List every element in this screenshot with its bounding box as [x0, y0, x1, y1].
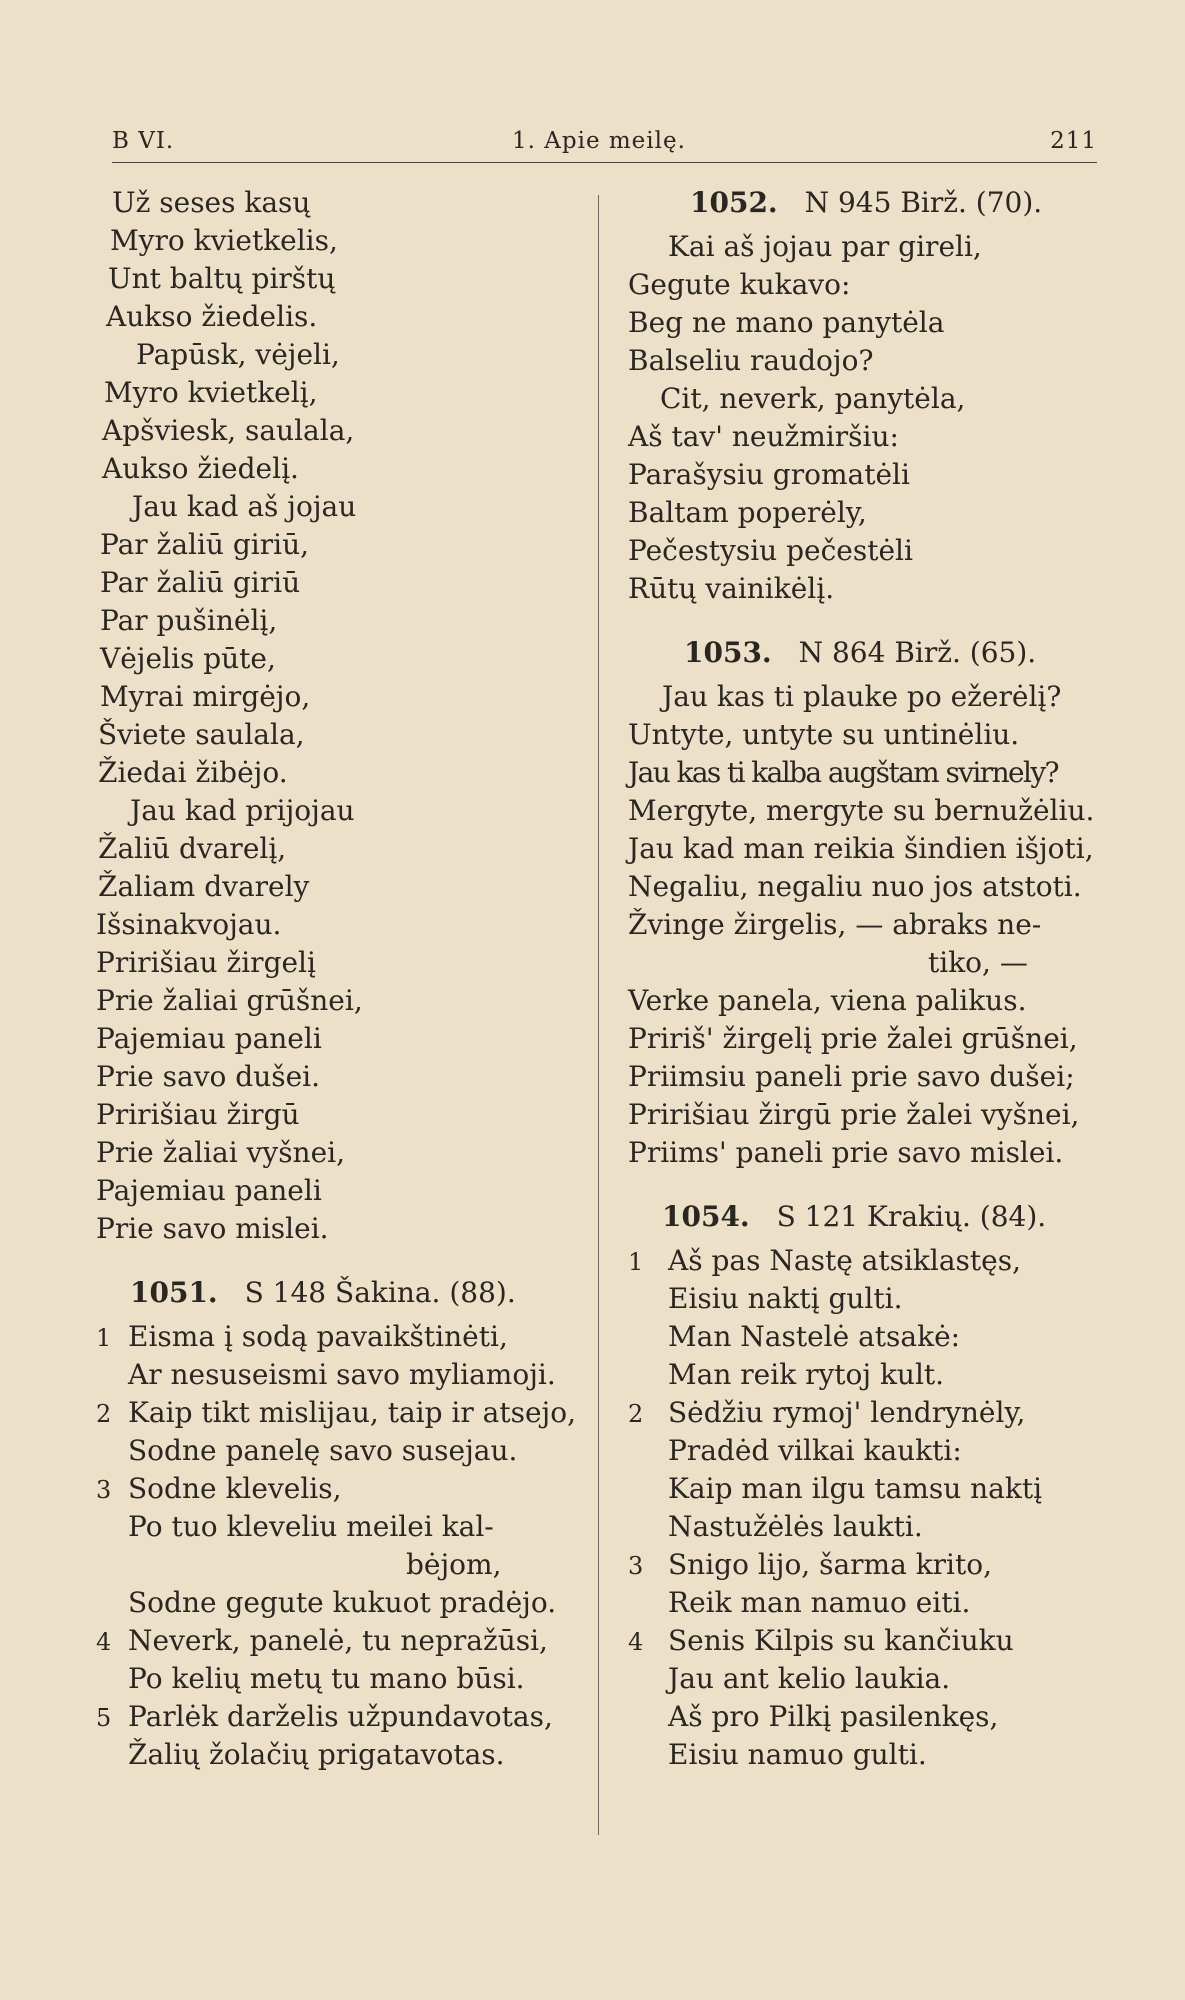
verse-line: Pajemiau paneli [96, 1174, 322, 1207]
page-number: 211 [1050, 128, 1097, 154]
verse-line: Prie savo dušei. [96, 1060, 321, 1093]
verse-line: Cit, neverk, panytėla, [660, 382, 966, 415]
verse-line [96, 1318, 566, 1356]
verse-text: Senis Kilpis su kančiuku [668, 1624, 1014, 1657]
verse-number: 4 [96, 1628, 112, 1656]
verse-line: Žvinge žirgelis, — abraks ne- [628, 908, 1042, 941]
song-number: 1054. [662, 1200, 750, 1233]
verse-line: Nastužėlės laukti. [668, 1510, 923, 1543]
verse-line: Sodne gegute kukuot pradėjo. [128, 1586, 557, 1619]
song-heading [628, 1198, 1088, 1236]
verse-line [96, 1470, 566, 1508]
verse-line: Jau kas ti kalba augštam svirnely? [628, 756, 1058, 789]
verse-line: Untyte, untyte su untinėliu. [628, 718, 1020, 751]
verse-line: Už seses kasų [112, 186, 311, 219]
verse-number: 5 [96, 1704, 112, 1732]
verse-line: Aukso žiedelį. [102, 452, 299, 485]
song-heading [628, 184, 1088, 222]
verse-line: Jau kas ti plauke po ežerėlį? [662, 680, 1062, 713]
verse-line: Vėjelis pūte, [100, 642, 276, 675]
verse-text: Eisma į sodą pavaikštinėti, [128, 1320, 508, 1353]
verse-line: Žalių žolačių prigatavotas. [128, 1738, 505, 1771]
verse-number: 1 [628, 1248, 644, 1276]
verse-line: Aukso žiedelis. [106, 300, 318, 333]
header-chapter-title: 1. Apie meilę. [512, 128, 686, 154]
verse-line: Priimsiu paneli prie savo dušei; [628, 1060, 1075, 1093]
verse-line: Balseliu raudojo? [628, 344, 874, 377]
verse-number: 3 [628, 1552, 644, 1580]
verse-number: 2 [96, 1400, 112, 1428]
verse-text: Neverk, panelė, tu nepražūsi, [128, 1624, 548, 1657]
verse-line: Pririšiau žirgelį [96, 946, 316, 979]
verse-line: Jau kad aš jojau [132, 490, 357, 523]
verse-line: tiko, — [928, 946, 1028, 979]
song-continuation [96, 184, 566, 1248]
verse-line: Unt baltų pirštų [108, 262, 336, 295]
verse-line: Prie žaliai grūšnei, [96, 984, 363, 1017]
right-column [628, 184, 1095, 1774]
verse-line: Žiedai žibėjo. [98, 756, 288, 789]
verse-line: Myro kvietkelis, [110, 224, 338, 257]
verse-line [628, 1546, 1088, 1584]
verse-line: Pradėd vilkai kaukti: [668, 1434, 962, 1467]
verse-line: Sodne panelę savo susejau. [128, 1434, 518, 1467]
verse-line: Beg ne mano panytėla [628, 306, 945, 339]
verse-line: Ar nesuseismi savo myliamoji. [128, 1358, 556, 1391]
verse-text: Snigo lijo, šarma krito, [668, 1548, 993, 1581]
verse-line: Verke panela, viena palikus. [628, 984, 1027, 1017]
song-source: N 945 Birž. (70). [804, 186, 1043, 219]
verse-text: Sodne klevelis, [128, 1472, 342, 1505]
verse-line: Eisiu naktį gulti. [668, 1282, 903, 1315]
verse-line: Pririš' žirgelį prie žalei grūšnei, [628, 1022, 1078, 1055]
song-heading [628, 634, 1088, 672]
verse-line: Išsinakvojau. [96, 908, 282, 941]
verse-line: Žaliū dvarelį, [98, 832, 287, 865]
verse-line: Apšviesk, saulala, [102, 414, 355, 447]
verse-line: Po tuo kleveliu meilei kal- [128, 1510, 494, 1543]
verse-line [628, 1242, 1088, 1280]
song-number: 1052. [690, 186, 778, 219]
verse-line: Baltam poperėly, [628, 496, 867, 529]
verse-line: Po kelių metų tu mano būsi. [128, 1662, 525, 1695]
verse-line: Priims' paneli prie savo mislei. [628, 1136, 1064, 1169]
song-source: N 864 Birž. (65). [798, 636, 1037, 669]
verse-line: bėjom, [406, 1548, 502, 1581]
verse-line [96, 1394, 576, 1432]
verse-line: Man Nastelė atsakė: [668, 1320, 961, 1353]
verse-line: Pririšiau žirgū prie žalei vyšnei, [628, 1098, 1080, 1131]
running-header [112, 128, 1097, 163]
verse-line: Pečestysiu pečestėli [628, 534, 913, 567]
song-1052 [628, 184, 1088, 608]
verse-number: 2 [628, 1400, 644, 1428]
verse-line: Jau kad prijojau [130, 794, 355, 827]
verse-text: Sėdžiu rymoj' lendrynėly, [668, 1396, 1026, 1429]
song-1054 [628, 1198, 1088, 1774]
verse-line: Myrai mirgėjo, [100, 680, 311, 713]
verse-line: Prie savo mislei. [96, 1212, 329, 1245]
verse-text: Parlėk darželis užpundavotas, [128, 1700, 553, 1733]
verse-line: Rūtų vainikėlį. [628, 572, 835, 605]
verse-line: Eisiu namuo gulti. [668, 1738, 927, 1771]
verse-line: Jau ant kelio laukia. [668, 1662, 951, 1695]
verse-text: Kaip tikt mislijau, taip ir atsejo, [128, 1396, 576, 1429]
verse-text: Aš pas Nastę atsiklastęs, [668, 1244, 1022, 1277]
song-number: 1051. [130, 1276, 218, 1309]
verse-line: Man reik rytoj kult. [668, 1358, 945, 1391]
verse-line: Reik man namuo eiti. [668, 1586, 971, 1619]
verse-line: Parašysiu gromatėli [628, 458, 910, 491]
verse-line: Pririšiau žirgū [96, 1098, 300, 1131]
verse-line [96, 1698, 566, 1736]
song-number: 1053. [684, 636, 772, 669]
verse-line: Žaliam dvarely [98, 870, 310, 903]
song-1051 [96, 1274, 576, 1774]
song-source: S 148 Šakina. (88). [244, 1276, 516, 1309]
verse-line: Kai aš jojau par gireli, [668, 230, 982, 263]
left-column [96, 184, 576, 1774]
verse-line: Myro kvietkelį, [104, 376, 318, 409]
verse-line [96, 1622, 566, 1660]
verse-line [628, 1394, 1088, 1432]
verse-line: Negaliu, negaliu nuo jos atstoti. [628, 870, 1082, 903]
verse-number: 1 [96, 1324, 112, 1352]
verse-line: Papūsk, vėjeli, [136, 338, 340, 371]
verse-line: Aš tav' neužmiršiu: [628, 420, 899, 453]
verse-line: Gegute kukavo: [628, 268, 851, 301]
song-source: S 121 Krakių. (84). [776, 1200, 1047, 1233]
verse-line: Pajemiau paneli [96, 1022, 322, 1055]
verse-line: Par pušinėlį, [100, 604, 278, 637]
header-section: B VI. [112, 128, 175, 154]
verse-line: Par žaliū giriū, [100, 528, 310, 561]
verse-line: Mergyte, mergyte su bernužėliu. [628, 794, 1095, 827]
verse-line: Aš pro Pilkį pasilenkęs, [668, 1700, 999, 1733]
verse-line [628, 1622, 1088, 1660]
verse-line: Kaip man ilgu tamsu naktį [668, 1472, 1043, 1505]
verse-number: 4 [628, 1628, 644, 1656]
verse-number: 3 [96, 1476, 112, 1504]
song-1053 [628, 634, 1095, 1172]
verse-line: Prie žaliai vyšnei, [96, 1136, 346, 1169]
verse-line: Šviete saulala, [98, 718, 305, 751]
verse-line: Par žaliū giriū [100, 566, 301, 599]
verse-line: Jau kad man reikia šindien išjoti, [628, 832, 1094, 865]
column-divider [598, 195, 599, 1835]
song-heading [96, 1274, 566, 1312]
